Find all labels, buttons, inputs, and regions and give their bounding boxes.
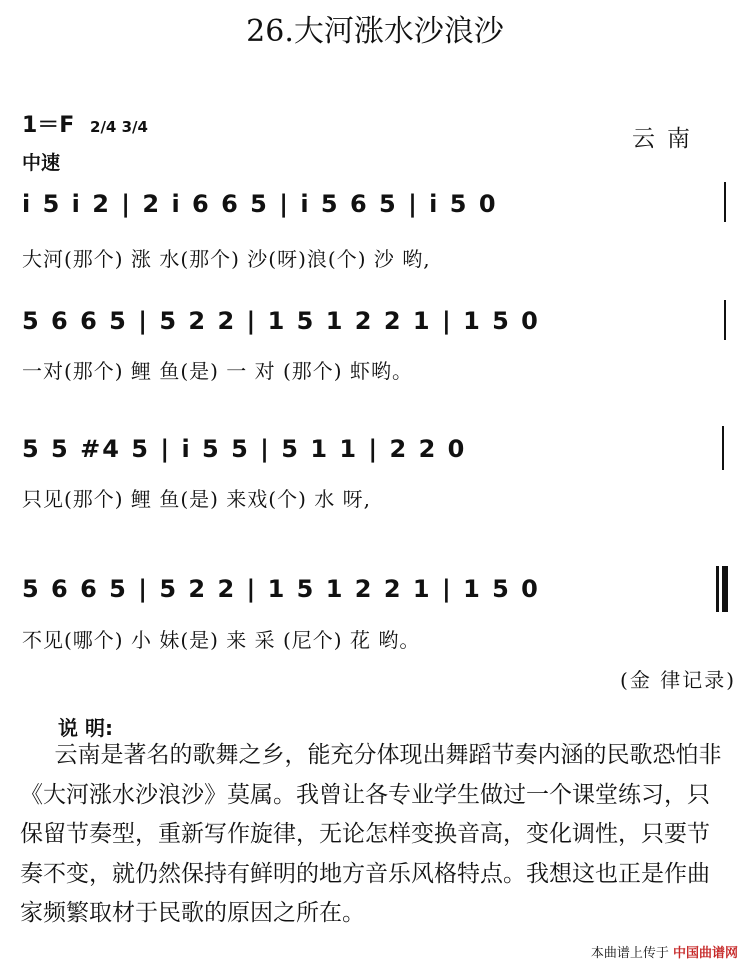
key-label: 1＝F xyxy=(22,113,75,138)
region-label: 云南 xyxy=(632,126,702,152)
time-signature: 2/4 3/4 xyxy=(90,118,148,136)
score-line-4-lyrics: 不见(哪个) 小 妹(是) 来 采 (尼个) 花 哟。 xyxy=(22,628,421,652)
bar-line xyxy=(724,300,726,340)
score-line-3-notes: 5 5 #4 5 | i 5 5 | 5 1 1 | 2 2 0 xyxy=(22,435,467,463)
score-line-3-lyrics: 只见(那个) 鲤 鱼(是) 来戏(个) 水 呀, xyxy=(22,487,371,511)
site-logo: 中国曲谱网 xyxy=(672,946,738,961)
tempo-marking: 中速 xyxy=(22,152,61,174)
final-bar-line-thick xyxy=(722,566,728,612)
bar-line xyxy=(722,426,724,470)
score-line-2-lyrics: 一对(那个) 鲤 鱼(是) 一 对 (那个) 虾哟。 xyxy=(22,359,413,383)
score-line-1-notes: i 5 i 2 | 2 i 6 6 5 | i 5 6 5 | i 5 0 xyxy=(22,190,498,218)
page-title: 26.大河涨水沙浪沙 xyxy=(246,14,504,49)
upload-footer xyxy=(591,942,738,961)
final-bar-line-thin xyxy=(716,566,719,612)
notes-paragraph: 云南是著名的歌舞之乡，能充分体现出舞蹈节奏内涵的民歌恐怕非《大河涨水沙浪沙》莫属。我曾让各专业学生做过一个课堂练习，只保留节奏型，重新写作旋律，无论怎样变换音高，变化调性，只要节奏不变，就仍然保持有鲜明的地方音乐风格特点。我想这也正是作曲家频繁取材于民歌的原因之所在。 xyxy=(20,742,722,926)
transcription-credit: (金 律记录) xyxy=(620,668,736,692)
key-signature xyxy=(22,108,148,139)
score-line-2-notes: 5 6 6 5 | 5 2 2 | 1 5 1 2 2 1 | 1 5 0 xyxy=(22,307,540,335)
score-line-1-lyrics: 大河(那个) 涨 水(那个) 沙(呀)浪(个) 沙 哟, xyxy=(22,247,431,271)
upload-text: 本曲谱上传于 xyxy=(590,946,669,961)
score-line-4-notes: 5 6 6 5 | 5 2 2 | 1 5 1 2 2 1 | 1 5 0 xyxy=(22,575,540,603)
bar-line xyxy=(724,182,726,222)
notes-heading: 说 明: xyxy=(58,716,113,740)
